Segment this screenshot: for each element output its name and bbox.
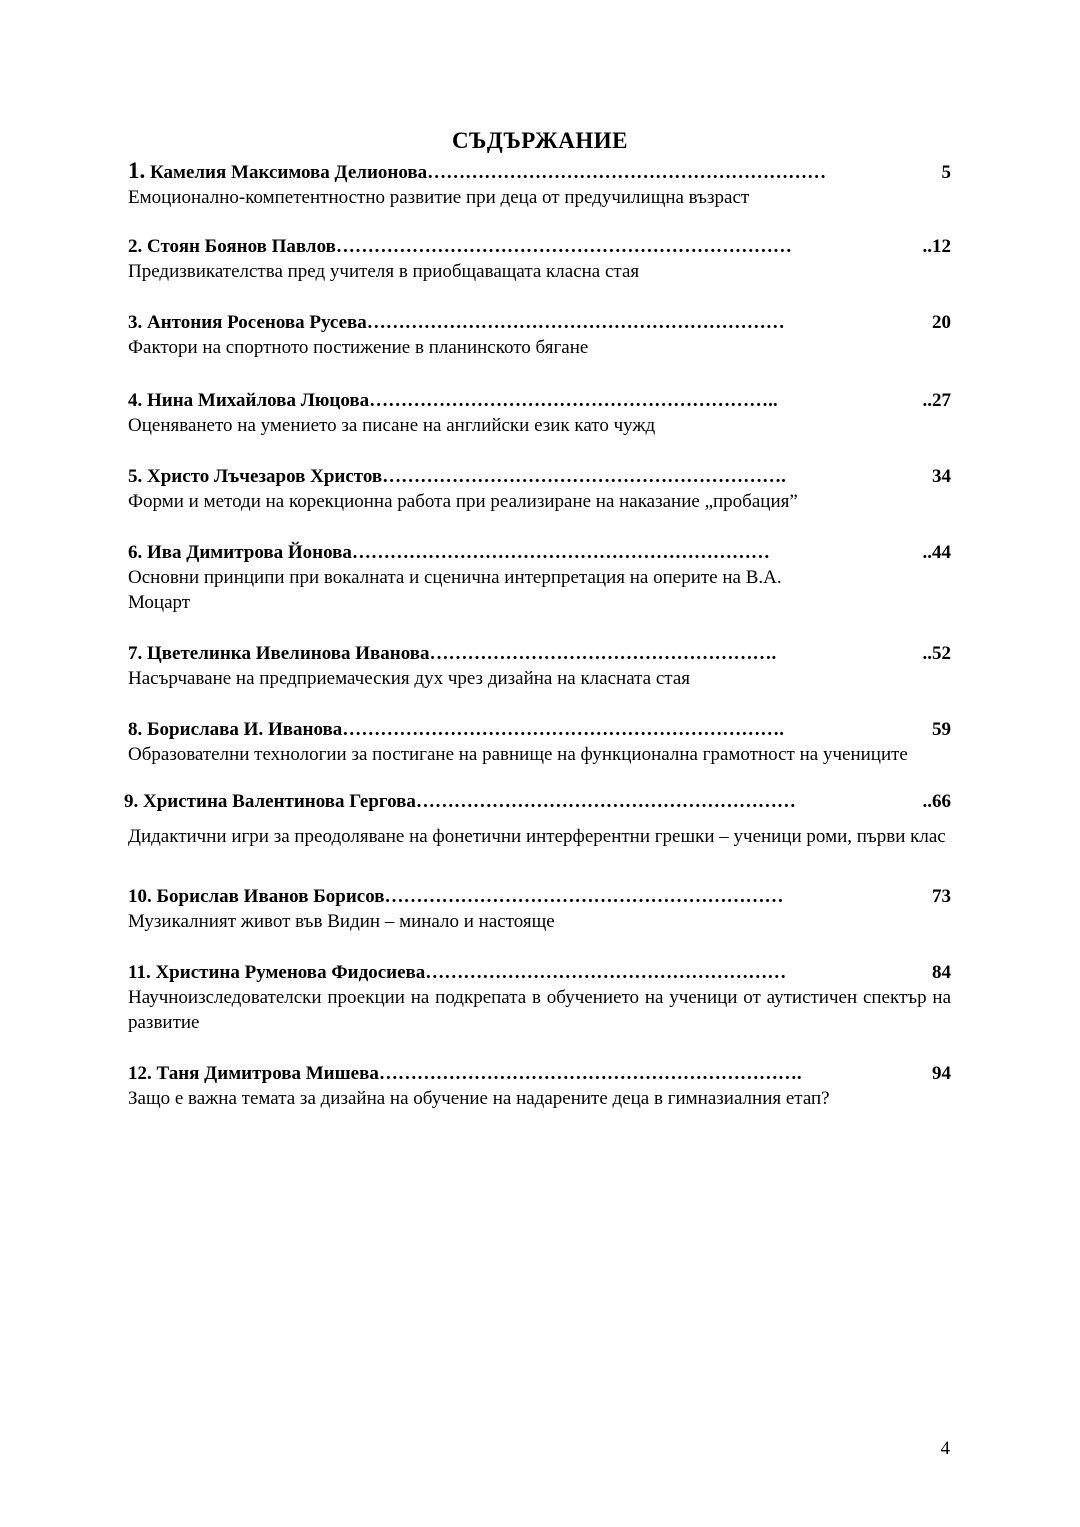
toc-entry-number: 4.	[128, 390, 143, 411]
toc-entry-heading	[128, 158, 951, 185]
toc-entry-leader: ……………………………………………….	[429, 643, 777, 664]
toc-entry-leader: ………………………………………………………	[427, 162, 827, 183]
toc-entry-page: 20	[932, 312, 951, 333]
toc-entry	[128, 464, 951, 514]
toc-entry-leader: …………………………………………………………….	[342, 719, 784, 740]
toc-entry-leader: …………………………………………………………	[366, 312, 785, 333]
toc-entry-heading	[128, 960, 951, 985]
toc-entry-title: Защо е важна темата за дизайна на обучение на надарените деца в гимназиалния етап?	[128, 1088, 830, 1109]
toc-entry-author: Борислава И. Иванова	[147, 719, 343, 740]
toc-entry	[128, 717, 951, 767]
toc-entry-author: Цветелинка Ивелинова Иванова	[147, 643, 430, 664]
table-of-contents	[124, 158, 951, 1111]
toc-entry-page: 94	[932, 1063, 951, 1084]
toc-entry-page: ..66	[922, 791, 951, 812]
toc-entry-leader: ……………………………………………………….	[382, 466, 786, 487]
toc-entry-heading	[128, 540, 951, 565]
toc-entry-heading	[124, 789, 951, 814]
toc-entry	[128, 158, 951, 210]
toc-entry-title: Образователни технологии за постигане на равнище на функционална грамотност на учениците	[128, 744, 908, 765]
toc-entry	[128, 234, 951, 284]
toc-entry-heading	[128, 464, 951, 489]
toc-entry-number: 7.	[128, 643, 143, 664]
toc-entry-page: ..12	[922, 236, 951, 257]
toc-entry-number: 11.	[128, 962, 151, 983]
toc-entry-title: Музикалният живот във Видин – минало и настояще	[128, 911, 555, 932]
toc-entry-author: Таня Димитрова Мишева	[156, 1063, 379, 1084]
toc-entry-title: Форми и методи на корекционна работа при реализиране на наказание „пробация”	[128, 491, 798, 512]
toc-entry	[128, 540, 951, 615]
toc-entry-heading	[128, 388, 951, 413]
toc-entry	[128, 1061, 951, 1111]
toc-entry	[128, 884, 951, 934]
toc-entry-title: Предизвикателства пред учителя в приобщаващата класна стая	[128, 261, 640, 282]
toc-entry-heading	[128, 234, 951, 259]
toc-entry-page: 73	[932, 886, 951, 907]
toc-entry-heading	[128, 1061, 951, 1086]
page-title: СЪДЪРЖАНИЕ	[451, 128, 629, 153]
page-number: 4	[940, 1438, 950, 1459]
toc-entry-leader: …………………………………………………	[425, 962, 787, 983]
toc-entry-number: 12.	[128, 1063, 152, 1084]
toc-entry-page: ..52	[922, 643, 951, 664]
toc-entry	[124, 789, 951, 856]
toc-entry-number: 8.	[128, 719, 143, 740]
toc-entry-title: Емоционално-компетентностно развитие при деца от предучилищна възраст	[128, 187, 750, 208]
toc-entry-author: Христо Лъчезаров Христов	[147, 466, 383, 487]
toc-entry-heading	[128, 717, 951, 742]
toc-entry-title: Научноизследователски проекции на подкрепата в обучението на ученици от аутистичен спектър на развитие	[128, 987, 951, 1033]
toc-entry-leader: ………………………………………………………….	[378, 1063, 802, 1084]
toc-entry-page: 5	[941, 162, 951, 183]
toc-entry-leader: ………………………………………………………………	[335, 236, 792, 257]
toc-entry-author: Стоян Боянов Павлов	[147, 236, 336, 257]
toc-entry-title: Насърчаване на предприемаческия дух чрез дизайна на класната стая	[128, 668, 691, 689]
toc-entry-page: 34	[932, 466, 951, 487]
toc-entry-heading	[128, 884, 951, 909]
toc-entry-page: ..27	[922, 390, 951, 411]
toc-entry-number: 1.	[128, 158, 146, 183]
toc-entry-author: Христина Валентинова Гергова	[143, 791, 416, 812]
toc-entry-author: Борислав Иванов Борисов	[156, 886, 385, 907]
toc-entry	[128, 641, 951, 691]
toc-entry-leader: ………………………………………………………..	[369, 390, 778, 411]
toc-entry-leader: ……………………………………………………	[415, 791, 796, 812]
toc-entry-page: 84	[932, 962, 951, 983]
toc-entry-leader: ………………………………………………………	[384, 886, 784, 907]
toc-entry-number: 2.	[128, 236, 143, 257]
toc-entry-heading	[128, 641, 951, 666]
toc-entry-author: Ива Димитрова Йонова	[147, 542, 352, 563]
toc-entry-author: Нина Михайлова Люцова	[147, 390, 370, 411]
toc-entry-title: Основни принципи при вокалната и сценична интерпретация на оперите на В.А. Моцарт	[128, 567, 782, 613]
toc-entry	[128, 310, 951, 360]
toc-entry	[128, 960, 951, 1035]
toc-entry-number: 5.	[128, 466, 143, 487]
toc-entry-title: Оценяването на умението за писане на английски език като чужд	[128, 415, 656, 436]
toc-entry-author: Христина Руменова Фидосиева	[155, 962, 426, 983]
toc-entry-page: 59	[932, 719, 951, 740]
toc-entry	[128, 388, 951, 438]
toc-entry-number: 9.	[124, 791, 139, 812]
toc-entry-author: Антония Росенова Русева	[147, 312, 367, 333]
toc-entry-heading	[128, 310, 951, 335]
toc-entry-page: ..44	[922, 542, 951, 563]
toc-entry-leader: …………………………………………………………	[351, 542, 770, 563]
toc-entry-number: 6.	[128, 542, 143, 563]
toc-entry-author: Камелия Максимова Делионова	[150, 162, 428, 183]
toc-entry-title: Дидактични игри за преодоляване на фонетични интерферентни грешки – ученици роми, първи клас	[128, 826, 946, 847]
toc-entry-number: 3.	[128, 312, 143, 333]
toc-entry-number: 10.	[128, 886, 152, 907]
toc-entry-title: Фактори на спортното постижение в планинското бягане	[128, 337, 589, 358]
